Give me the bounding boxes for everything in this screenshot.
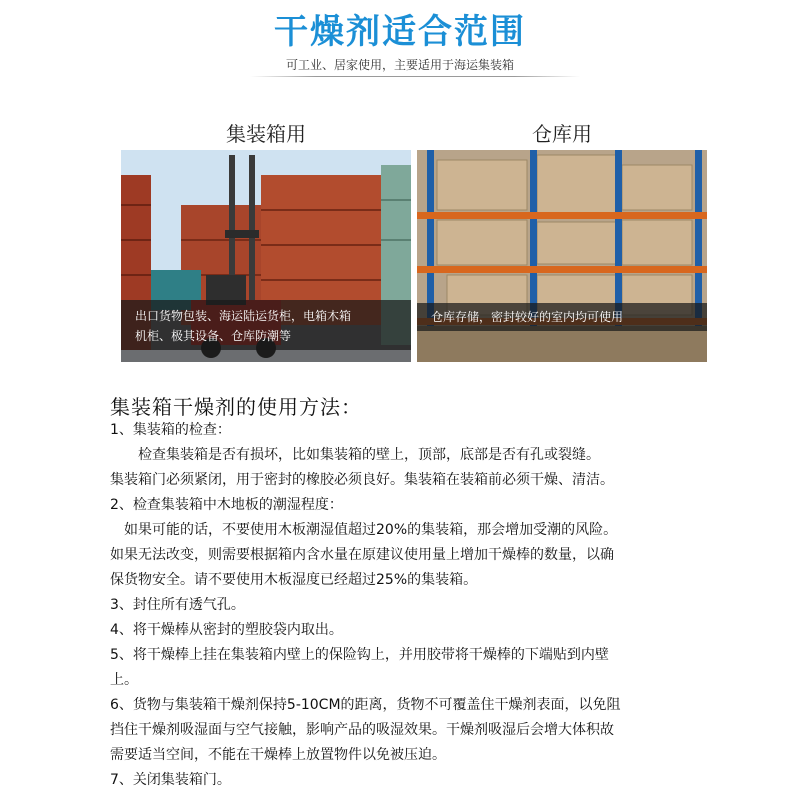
instruction-line: 1、集装箱的检查： [110,422,231,438]
page-title: 干燥剂适合范围 [274,12,526,52]
instruction-line: 挡住干燥剂吸湿面与空气接触，影响产品的吸湿效果。干燥剂吸湿后会增大体积故 [110,722,614,738]
instruction-line: 4、将干燥棒从密封的塑胶袋内取出。 [110,622,343,638]
panel-label-container: 集装箱用 [226,122,306,146]
instruction-line: 7、关闭集装箱门。 [110,772,231,788]
instruction-line: 5、将干燥棒上挂在集装箱内壁上的保险钩上，并用胶带将干燥棒的下端贴到内壁 [110,647,609,663]
panel-label-warehouse: 仓库用 [532,122,592,146]
instruction-line: 保货物安全。请不要使用木板湿度已经超过25%的集装箱。 [110,572,478,588]
warehouse-caption [417,303,707,331]
instruction-line: 如果无法改变，则需要根据箱内含水量在原建议使用量上增加干燥棒的数量，以确 [110,547,614,563]
instruction-line: 集装箱门必须紧闭，用于密封的橡胶必须良好。集装箱在装箱前必须干燥、清洁。 [110,472,614,488]
instruction-line: 2、检查集装箱中木地板的潮湿程度： [110,497,343,513]
instruction-line: 3、封住所有透气孔。 [110,597,245,613]
instruction-line: 需要适当空间，不能在干燥棒上放置物件以免被压迫。 [110,747,446,763]
instruction-line: 上。 [110,672,138,688]
container-caption-line: 出口货物包装、海运陆运货柜，电箱木箱 [135,309,352,323]
page-subtitle: 可工业、居家使用，主要适用于海运集装箱 [285,58,514,72]
divider-line [250,76,580,77]
warehouse-photo [417,150,707,362]
instruction-line: 检查集装箱是否有损坏，比如集装箱的壁上，顶部，底部是否有孔或裂缝。 [110,447,600,463]
container-yard-photo [121,150,411,362]
instructions-heading: 集装箱干燥剂的使用方法： [110,395,362,419]
warehouse-caption-line: 仓库存储，密封较好的室内均可使用 [431,310,624,324]
container-caption [121,300,411,350]
instruction-line: 6、货物与集装箱干燥剂保持5-10CM的距离，货物不可覆盖住干燥剂表面，以免阻 [110,697,621,713]
instruction-line: 如果可能的话，不要使用木板潮湿值超过20%的集装箱，那会增加受潮的风险。 [110,522,618,538]
container-caption-line: 机柜、极其设备、仓库防潮等 [135,329,292,343]
